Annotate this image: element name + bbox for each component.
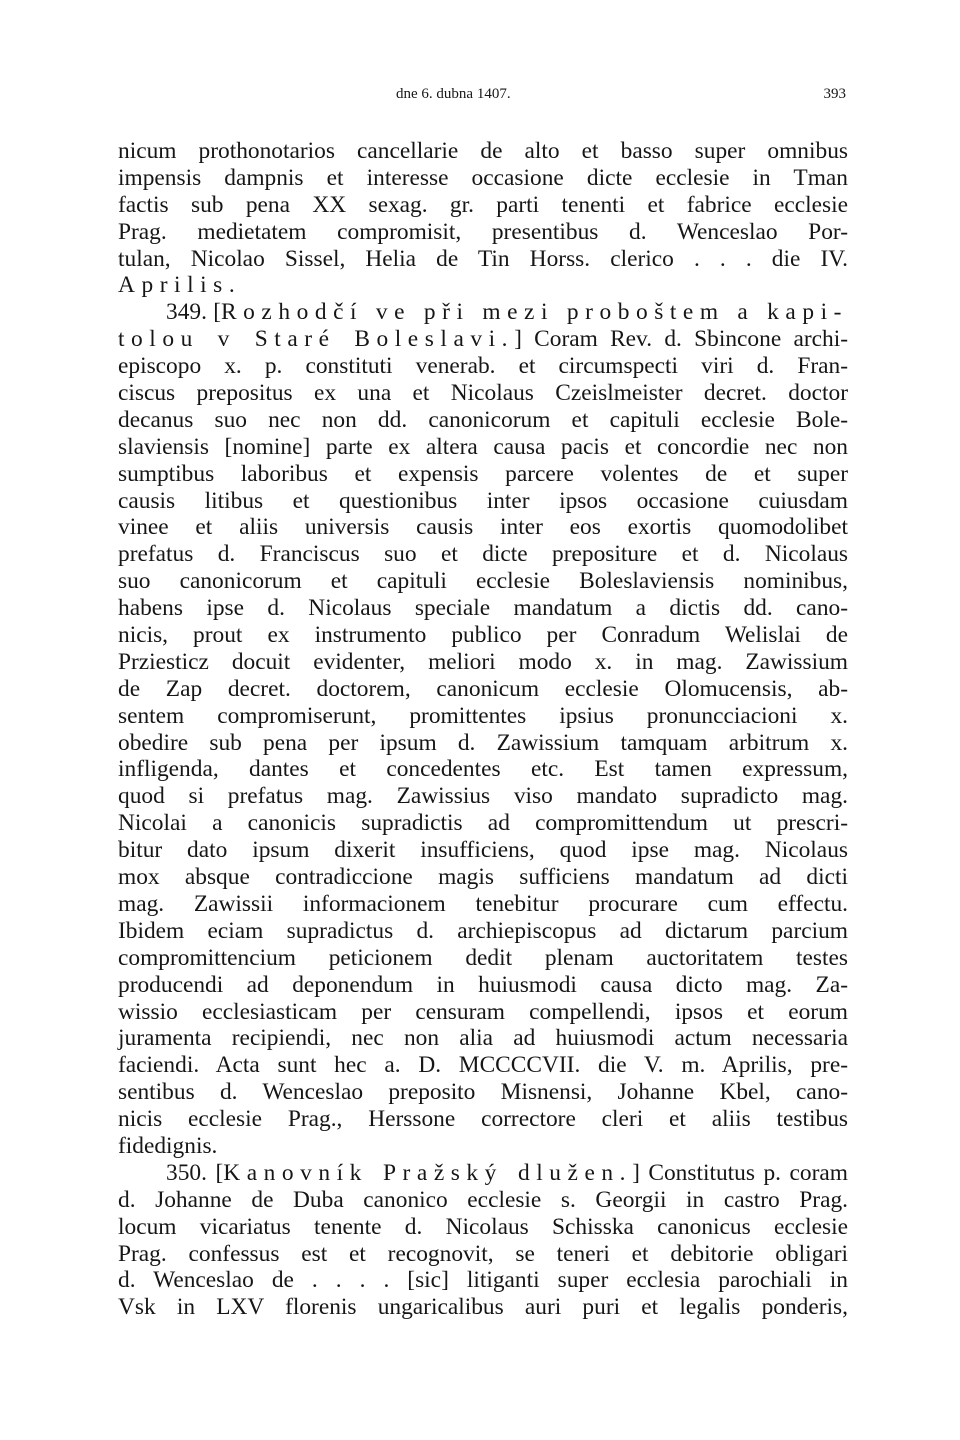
book-page (118, 86, 848, 1321)
text-line (118, 864, 848, 891)
line-text: d. Johanne de Duba canonico ecclesie s. Georgii in castro Prag. (118, 1186, 848, 1213)
spaced-heading-text: Rozhodčí ve při mezi proboštem a kapi- (221, 299, 848, 326)
text-line (118, 945, 848, 972)
text-line (118, 568, 848, 595)
line-text: habens ipse d. Nicolaus speciale mandatum a dictis dd. cano- (118, 595, 848, 622)
text-line (118, 1267, 848, 1294)
line-text: bitur dato ipsum dixerit insufficiens, quod ipse mag. Nicolaus (118, 837, 848, 864)
line-text: Ibidem eciam supradictus d. archiepiscopus ad dictarum parcium (118, 917, 848, 944)
line-text: d. Wenceslao de . . . . [sic] litiganti super ecclesia parochiali in (118, 1267, 848, 1294)
line-text: episcopo x. p. constituti venerab. et circumspecti viri d. Fran- (118, 353, 848, 380)
line-text: ] Coram Rev. d. Sbincone archi- (514, 326, 849, 353)
text-line (118, 891, 848, 918)
page-header (118, 86, 848, 116)
line-text: ] Constitutus p. coram (632, 1159, 848, 1186)
line-text: factis sub pena XX sexag. gr. parti tenenti et fabrice ecclesie (118, 191, 848, 218)
line-text: Nicolai a canonicis supradictis ad compromittendum ut prescri- (118, 810, 848, 837)
line-text: Prag. confessus est et recognovit, se teneri et debitorie obligari (118, 1240, 848, 1267)
line-text: prefatus d. Franciscus suo et dicte prepositure et d. Nicolaus (118, 541, 848, 568)
text-line (118, 810, 848, 837)
line-text: tulan, Nicolao Sissel, Helia de Tin Horss. clerico . . . die IV. (118, 245, 848, 272)
text-line (118, 1214, 848, 1241)
text-line (118, 246, 848, 273)
line-text: ciscus prepositus ex una et Nicolaus Czeislmeister decret. doctor (118, 380, 848, 407)
line-text: de Zap decret. doctorem, canonicum ecclesie Olomucensis, ab- (118, 675, 848, 702)
text-line (118, 219, 848, 246)
line-text: producendi ad deponendum in huiusmodi causa dicto mag. Za- (118, 971, 848, 998)
line-text: 349. [ (166, 299, 221, 326)
text-line (118, 434, 848, 461)
line-text: sentem compromiserunt, promittentes ipsius pronuncciacioni x. (118, 702, 848, 729)
line-text: Prag. medietatem compromisit, presentibus d. Wenceslao Por- (118, 218, 848, 245)
text-line (118, 649, 848, 676)
text-line (118, 1133, 848, 1160)
text-line (118, 407, 848, 434)
text-line (118, 676, 848, 703)
text-line (118, 1025, 848, 1052)
line-text: causis litibus et questionibus inter ipsos occasione cuiusdam (118, 487, 848, 514)
text-line (118, 165, 848, 192)
line-text: nicis ecclesie Prag., Herssone correctore cleri et aliis testibus (118, 1106, 848, 1133)
line-text: decanus suo nec non dd. canonicorum et capituli ecclesie Bole- (118, 406, 848, 433)
text-line (118, 756, 848, 783)
spaced-heading-text: tolou v Staré Boleslavi. (118, 326, 515, 353)
text-line (118, 783, 848, 810)
line-text: wissio ecclesiasticam per censuram compellendi, ipsos et eorum (118, 998, 848, 1025)
line-text: nicum prothonotarios cancellarie de alto et basso super omnibus (118, 138, 848, 164)
text-line (118, 1294, 848, 1321)
line-text: infligenda, dantes et concedentes etc. Est tamen expressum, (118, 756, 848, 783)
text-line (118, 353, 848, 380)
text-line (118, 326, 848, 353)
text-line (118, 272, 848, 299)
text-line (118, 622, 848, 649)
line-text: compromittencium peticionem dedit plenam auctoritatem testes (118, 944, 848, 971)
line-text: quod si prefatus mag. Zawissius viso mandato supradicto mag. (118, 783, 848, 810)
text-line (118, 730, 848, 757)
spaced-heading-text: Kanovník Pražský dlužen. (223, 1159, 633, 1186)
text-line (118, 514, 848, 541)
text-line (118, 380, 848, 407)
text-line (118, 703, 848, 730)
line-text: vinee et aliis universis causis inter eos exortis quomodolibet (118, 514, 848, 541)
text-line (118, 1187, 848, 1214)
page-body-text (118, 138, 848, 1321)
text-line (118, 918, 848, 945)
line-text: juramenta recipiendi, nec non alia ad huiusmodi actum necessaria (118, 1025, 848, 1052)
text-line (118, 595, 848, 622)
text-line (118, 837, 848, 864)
text-line (118, 192, 848, 219)
running-title: dne 6. dubna 1407. (396, 86, 511, 102)
line-text: locum vicariatus tenente d. Nicolaus Schisska canonicus ecclesie (118, 1213, 848, 1240)
line-text: faciendi. Acta sunt hec a. D. MCCCCVII. die V. m. Aprilis, pre- (118, 1052, 848, 1079)
text-line (118, 1079, 848, 1106)
text-line (118, 299, 848, 326)
text-line (118, 138, 848, 165)
line-text: Prziesticz docuit evidenter, meliori modo x. in mag. Zawissium (118, 648, 848, 675)
text-line (118, 541, 848, 568)
line-text: Vsk in LXV florenis ungaricalibus auri puri et legalis ponderis, (118, 1294, 848, 1321)
text-line (118, 999, 848, 1026)
text-line (118, 1106, 848, 1133)
line-text: 350. [ (166, 1159, 224, 1186)
line-text: mag. Zawissii informacionem tenebitur procurare cum effectu. (118, 890, 848, 917)
text-line (118, 1160, 848, 1187)
text-line (118, 1052, 848, 1079)
text-line (118, 461, 848, 488)
text-line (118, 488, 848, 515)
line-text: mox absque contradiccione magis sufficiens mandatum ad dicti (118, 864, 848, 891)
line-text: nicis, prout ex instrumento publico per Conradum Welislai de (118, 622, 848, 649)
line-text: fidedignis. (118, 1132, 218, 1159)
line-text: obedire sub pena per ipsum d. Zawissium tamquam arbitrum x. (118, 729, 848, 756)
line-text: slaviensis [nomine] parte ex altera causa pacis et concordie nec non (118, 433, 848, 460)
spaced-heading-text: Aprilis. (118, 272, 242, 299)
line-text: suo canonicorum et capituli ecclesie Boleslaviensis nominibus, (118, 568, 848, 595)
page-number: 393 (823, 86, 846, 102)
line-text: sentibus d. Wenceslao preposito Misnensi, Johanne Kbel, cano- (118, 1079, 848, 1106)
line-text: sumptibus laboribus et expensis parcere volentes de et super (118, 460, 848, 487)
text-line (118, 1241, 848, 1268)
line-text: impensis dampnis et interesse occasione dicte ecclesie in Tman (118, 164, 848, 191)
text-line (118, 972, 848, 999)
